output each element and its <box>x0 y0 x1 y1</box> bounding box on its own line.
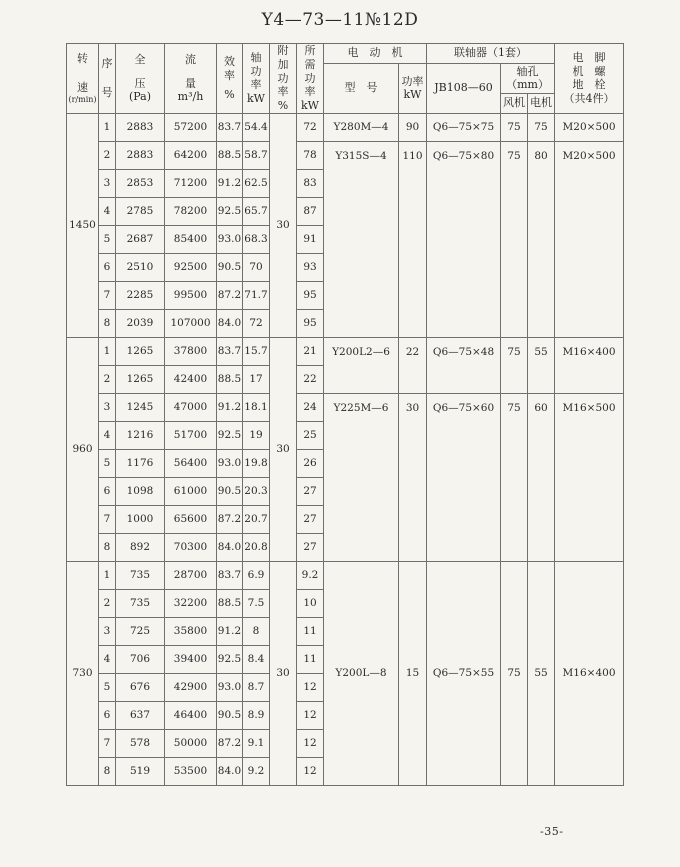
efficiency-cell: 88.5 <box>217 141 243 169</box>
pressure-cell: 637 <box>116 701 165 729</box>
required-power-cell: 83 <box>297 169 324 197</box>
shaft-power-cell: 15.7 <box>243 337 270 365</box>
required-power-cell: 95 <box>297 309 324 337</box>
shaft-power-cell: 20.3 <box>243 477 270 505</box>
required-power-cell: 72 <box>297 113 324 141</box>
additional-power-cell: 30 <box>270 561 297 785</box>
required-power-cell: 10 <box>297 589 324 617</box>
additional-power-cell: 30 <box>270 113 297 337</box>
shaft-power-cell: 68.3 <box>243 225 270 253</box>
flow-cell: 51700 <box>165 421 217 449</box>
additional-power-cell: 30 <box>270 337 297 561</box>
flow-cell: 92500 <box>165 253 217 281</box>
efficiency-cell: 91.2 <box>217 617 243 645</box>
seq-cell: 2 <box>99 365 116 393</box>
efficiency-cell: 91.2 <box>217 169 243 197</box>
shaft-power-cell: 17 <box>243 365 270 393</box>
efficiency-cell: 88.5 <box>217 589 243 617</box>
required-power-cell: 12 <box>297 701 324 729</box>
required-power-cell: 27 <box>297 477 324 505</box>
pressure-cell: 1265 <box>116 337 165 365</box>
table-row <box>67 337 624 365</box>
seq-cell: 4 <box>99 645 116 673</box>
pressure-cell: 2687 <box>116 225 165 253</box>
header-motor: 电 动 机 <box>324 44 427 64</box>
header-seq: 序 号 <box>99 44 116 114</box>
flow-cell: 37800 <box>165 337 217 365</box>
efficiency-cell: 84.0 <box>217 309 243 337</box>
coupling-cell: Q6—75×55 <box>427 561 501 785</box>
flow-cell: 42900 <box>165 673 217 701</box>
speed-cell: 960 <box>67 337 99 561</box>
required-power-cell: 78 <box>297 141 324 169</box>
speed-cell: 1450 <box>67 113 99 337</box>
motor-power-cell: 22 <box>399 337 427 393</box>
motor-model-cell: Y200L—8 <box>324 561 399 785</box>
fan-performance-table <box>66 43 624 786</box>
efficiency-cell: 92.5 <box>217 645 243 673</box>
required-power-cell: 9.2 <box>297 561 324 589</box>
pressure-cell: 1176 <box>116 449 165 477</box>
pressure-cell: 1265 <box>116 365 165 393</box>
required-power-cell: 12 <box>297 729 324 757</box>
header-motor-power: 功率 kW <box>399 64 427 114</box>
required-power-cell: 93 <box>297 253 324 281</box>
table-body <box>67 113 624 785</box>
header-efficiency: 效 率 % <box>217 44 243 114</box>
pressure-cell: 519 <box>116 757 165 785</box>
header-coupling-standard: JB108—60 <box>427 64 501 114</box>
bolt-cell: M16×500 <box>555 393 624 561</box>
shaft-power-cell: 8 <box>243 617 270 645</box>
motor-power-cell: 110 <box>399 141 427 337</box>
shaft-power-cell: 8.7 <box>243 673 270 701</box>
header-pressure: 全 压 (Pa) <box>116 44 165 114</box>
efficiency-cell: 92.5 <box>217 421 243 449</box>
seq-cell: 1 <box>99 113 116 141</box>
flow-cell: 65600 <box>165 505 217 533</box>
shaft-power-cell: 65.7 <box>243 197 270 225</box>
motor-hole-cell: 55 <box>528 561 555 785</box>
fan-hole-cell: 75 <box>501 337 528 393</box>
motor-hole-cell: 80 <box>528 141 555 337</box>
pressure-cell: 2510 <box>116 253 165 281</box>
bolt-cell: M16×400 <box>555 337 624 393</box>
fan-hole-cell: 75 <box>501 141 528 337</box>
efficiency-cell: 91.2 <box>217 393 243 421</box>
fan-hole-cell: 75 <box>501 561 528 785</box>
header-shaft-power: 轴 功 率 kW <box>243 44 270 114</box>
motor-power-cell: 30 <box>399 393 427 561</box>
seq-cell: 4 <box>99 197 116 225</box>
bolt-cell: M16×400 <box>555 561 624 785</box>
efficiency-cell: 83.7 <box>217 113 243 141</box>
flow-cell: 78200 <box>165 197 217 225</box>
required-power-cell: 12 <box>297 673 324 701</box>
coupling-cell: Q6—75×75 <box>427 113 501 141</box>
required-power-cell: 21 <box>297 337 324 365</box>
table-row <box>67 393 624 421</box>
shaft-power-cell: 7.5 <box>243 589 270 617</box>
motor-hole-cell: 60 <box>528 393 555 561</box>
seq-cell: 8 <box>99 757 116 785</box>
seq-cell: 7 <box>99 729 116 757</box>
efficiency-cell: 90.5 <box>217 701 243 729</box>
shaft-power-cell: 20.8 <box>243 533 270 561</box>
shaft-power-cell: 8.9 <box>243 701 270 729</box>
pressure-cell: 2883 <box>116 141 165 169</box>
pressure-cell: 2039 <box>116 309 165 337</box>
coupling-cell: Q6—75×60 <box>427 393 501 561</box>
required-power-cell: 87 <box>297 197 324 225</box>
flow-cell: 46400 <box>165 701 217 729</box>
seq-cell: 2 <box>99 141 116 169</box>
efficiency-cell: 88.5 <box>217 365 243 393</box>
seq-cell: 4 <box>99 421 116 449</box>
required-power-cell: 22 <box>297 365 324 393</box>
efficiency-cell: 93.0 <box>217 449 243 477</box>
seq-cell: 1 <box>99 561 116 589</box>
flow-cell: 71200 <box>165 169 217 197</box>
efficiency-cell: 90.5 <box>217 477 243 505</box>
efficiency-cell: 93.0 <box>217 673 243 701</box>
flow-cell: 85400 <box>165 225 217 253</box>
seq-cell: 7 <box>99 281 116 309</box>
header-motor-hole: 电机 <box>528 93 555 113</box>
page-title: Y4—73—11№12D <box>261 10 419 30</box>
shaft-power-cell: 71.7 <box>243 281 270 309</box>
header-speed: 转 速 (r/min) <box>67 44 99 114</box>
seq-cell: 5 <box>99 225 116 253</box>
header-coupling: 联轴器（1套） <box>427 44 555 64</box>
shaft-power-cell: 6.9 <box>243 561 270 589</box>
required-power-cell: 11 <box>297 645 324 673</box>
efficiency-cell: 84.0 <box>217 757 243 785</box>
bolt-cell: M20×500 <box>555 141 624 337</box>
flow-cell: 56400 <box>165 449 217 477</box>
shaft-power-cell: 19.8 <box>243 449 270 477</box>
seq-cell: 6 <box>99 253 116 281</box>
required-power-cell: 12 <box>297 757 324 785</box>
efficiency-cell: 87.2 <box>217 505 243 533</box>
efficiency-cell: 93.0 <box>217 225 243 253</box>
shaft-power-cell: 18.1 <box>243 393 270 421</box>
shaft-power-cell: 72 <box>243 309 270 337</box>
pressure-cell: 1216 <box>116 421 165 449</box>
motor-power-cell: 15 <box>399 561 427 785</box>
header-motor-model: 型 号 <box>324 64 399 114</box>
flow-cell: 99500 <box>165 281 217 309</box>
flow-cell: 57200 <box>165 113 217 141</box>
bolt-cell: M20×500 <box>555 113 624 141</box>
flow-cell: 53500 <box>165 757 217 785</box>
required-power-cell: 24 <box>297 393 324 421</box>
speed-cell: 730 <box>67 561 99 785</box>
flow-cell: 39400 <box>165 645 217 673</box>
seq-cell: 8 <box>99 309 116 337</box>
motor-model-cell: Y200L2—6 <box>324 337 399 393</box>
pressure-cell: 2883 <box>116 113 165 141</box>
pressure-cell: 1000 <box>116 505 165 533</box>
motor-power-cell: 90 <box>399 113 427 141</box>
efficiency-cell: 90.5 <box>217 253 243 281</box>
seq-cell: 5 <box>99 449 116 477</box>
required-power-cell: 25 <box>297 421 324 449</box>
flow-cell: 47000 <box>165 393 217 421</box>
coupling-cell: Q6—75×80 <box>427 141 501 337</box>
shaft-power-cell: 9.1 <box>243 729 270 757</box>
shaft-power-cell: 58.7 <box>243 141 270 169</box>
shaft-power-cell: 70 <box>243 253 270 281</box>
coupling-cell: Q6—75×48 <box>427 337 501 393</box>
seq-cell: 3 <box>99 617 116 645</box>
required-power-cell: 27 <box>297 533 324 561</box>
motor-model-cell: Y225M—6 <box>324 393 399 561</box>
efficiency-cell: 83.7 <box>217 337 243 365</box>
flow-cell: 28700 <box>165 561 217 589</box>
flow-cell: 64200 <box>165 141 217 169</box>
seq-cell: 7 <box>99 505 116 533</box>
required-power-cell: 27 <box>297 505 324 533</box>
shaft-power-cell: 20.7 <box>243 505 270 533</box>
flow-cell: 61000 <box>165 477 217 505</box>
flow-cell: 50000 <box>165 729 217 757</box>
flow-cell: 35800 <box>165 617 217 645</box>
shaft-power-cell: 54.4 <box>243 113 270 141</box>
pressure-cell: 2853 <box>116 169 165 197</box>
pressure-cell: 735 <box>116 561 165 589</box>
seq-cell: 3 <box>99 393 116 421</box>
pressure-cell: 676 <box>116 673 165 701</box>
pressure-cell: 1245 <box>116 393 165 421</box>
shaft-power-cell: 8.4 <box>243 645 270 673</box>
table-row <box>67 141 624 169</box>
pressure-cell: 706 <box>116 645 165 673</box>
shaft-power-cell: 9.2 <box>243 757 270 785</box>
flow-cell: 42400 <box>165 365 217 393</box>
pressure-cell: 2785 <box>116 197 165 225</box>
flow-cell: 107000 <box>165 309 217 337</box>
required-power-cell: 91 <box>297 225 324 253</box>
flow-cell: 70300 <box>165 533 217 561</box>
seq-cell: 5 <box>99 673 116 701</box>
pressure-cell: 725 <box>116 617 165 645</box>
required-power-cell: 11 <box>297 617 324 645</box>
motor-hole-cell: 75 <box>528 113 555 141</box>
shaft-power-cell: 62.5 <box>243 169 270 197</box>
table-row <box>67 561 624 589</box>
efficiency-cell: 83.7 <box>217 561 243 589</box>
page-number: -35- <box>540 825 564 838</box>
header-additional-power: 附 加 功 率 % <box>270 44 297 114</box>
shaft-power-cell: 19 <box>243 421 270 449</box>
pressure-cell: 578 <box>116 729 165 757</box>
header-flow: 流 量 m³/h <box>165 44 217 114</box>
header-bolt: 电 脚 机 螺 地 栓 （共4件） <box>555 44 624 114</box>
header-required-power: 所 需 功 率 kW <box>297 44 324 114</box>
fan-hole-cell: 75 <box>501 113 528 141</box>
pressure-cell: 892 <box>116 533 165 561</box>
motor-model-cell: Y315S—4 <box>324 141 399 337</box>
seq-cell: 3 <box>99 169 116 197</box>
seq-cell: 2 <box>99 589 116 617</box>
flow-cell: 32200 <box>165 589 217 617</box>
seq-cell: 6 <box>99 701 116 729</box>
efficiency-cell: 92.5 <box>217 197 243 225</box>
table-row <box>67 113 624 141</box>
efficiency-cell: 84.0 <box>217 533 243 561</box>
required-power-cell: 95 <box>297 281 324 309</box>
header-fan-hole: 风机 <box>501 93 528 113</box>
motor-model-cell: Y280M—4 <box>324 113 399 141</box>
seq-cell: 6 <box>99 477 116 505</box>
header-shaft-hole: 轴孔 （mm） <box>501 64 555 94</box>
fan-hole-cell: 75 <box>501 393 528 561</box>
seq-cell: 8 <box>99 533 116 561</box>
pressure-cell: 735 <box>116 589 165 617</box>
efficiency-cell: 87.2 <box>217 281 243 309</box>
seq-cell: 1 <box>99 337 116 365</box>
pressure-cell: 1098 <box>116 477 165 505</box>
required-power-cell: 26 <box>297 449 324 477</box>
efficiency-cell: 87.2 <box>217 729 243 757</box>
motor-hole-cell: 55 <box>528 337 555 393</box>
pressure-cell: 2285 <box>116 281 165 309</box>
